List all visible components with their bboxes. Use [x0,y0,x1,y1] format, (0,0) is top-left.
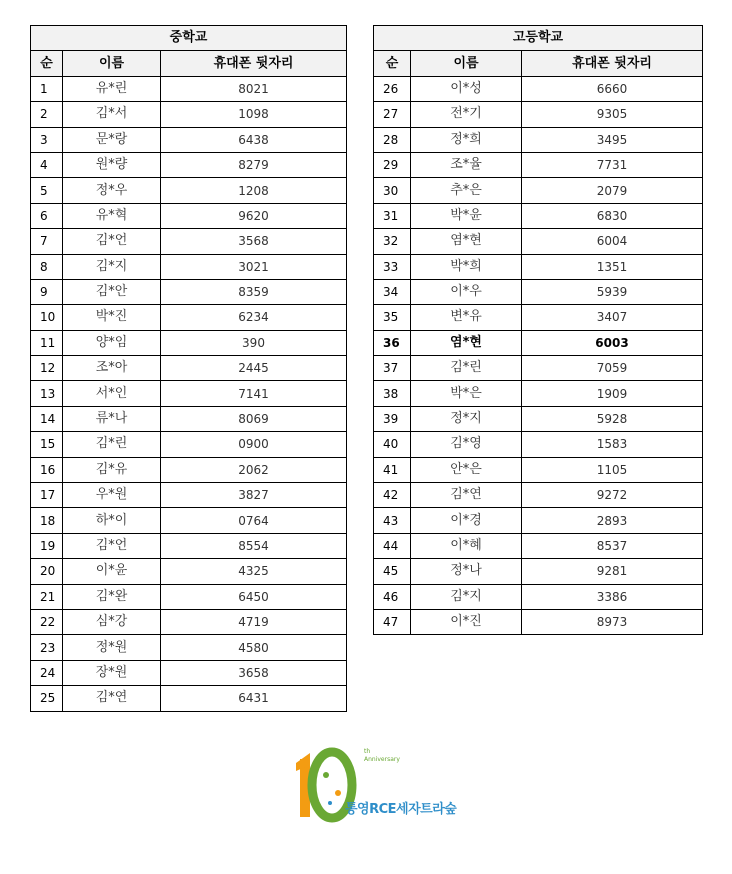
table-row [374,254,703,279]
row-phone: 3658 [161,660,347,685]
row-number: 6 [31,203,63,228]
row-number: 26 [374,76,411,101]
row-number: 36 [374,330,411,355]
table-row [31,483,347,508]
table-row [374,127,703,152]
row-name: 김*지 [411,584,522,609]
row-number: 2 [31,102,63,127]
high-school-title: 고등학교 [374,26,703,51]
table-row [31,635,347,660]
row-name: 김*완 [63,584,161,609]
table-row [31,152,347,177]
row-number: 33 [374,254,411,279]
row-number: 25 [31,686,63,711]
row-number: 22 [31,609,63,634]
column-header-no: 순 [374,51,411,76]
middle-school-title: 중학교 [31,26,347,51]
row-number: 9 [31,279,63,304]
table-row [31,508,347,533]
row-name: 양*임 [63,330,161,355]
table-row [374,178,703,203]
row-name: 하*이 [63,508,161,533]
row-number: 13 [31,381,63,406]
row-phone: 6234 [161,305,347,330]
row-name: 조*아 [63,356,161,381]
table-row [374,432,703,457]
row-name: 염*현 [411,229,522,254]
row-name: 김*언 [63,229,161,254]
row-number: 30 [374,178,411,203]
row-number: 35 [374,305,411,330]
table-row [31,533,347,558]
table-row [374,381,703,406]
row-number: 5 [31,178,63,203]
logo-tagline: Anniversary [364,756,400,763]
row-name: 김*서 [63,102,161,127]
logo-org-name: 통영RCE세자트라숲 [345,802,457,817]
table-row [374,559,703,584]
table-row [31,305,347,330]
table-row [31,178,347,203]
column-header-name: 이름 [411,51,522,76]
row-phone: 3021 [161,254,347,279]
row-phone: 9620 [161,203,347,228]
row-phone: 6431 [161,686,347,711]
row-name: 정*나 [411,559,522,584]
row-phone: 3568 [161,229,347,254]
row-number: 24 [31,660,63,685]
row-phone: 3386 [522,584,703,609]
row-phone: 9272 [522,483,703,508]
row-phone: 2893 [522,508,703,533]
row-number: 3 [31,127,63,152]
row-phone: 1351 [522,254,703,279]
row-name: 이*성 [411,76,522,101]
table-row [374,508,703,533]
row-name: 김*연 [63,686,161,711]
table-row [31,330,347,355]
row-phone: 5939 [522,279,703,304]
column-header-name: 이름 [63,51,161,76]
row-name: 유*혁 [63,203,161,228]
row-phone: 8537 [522,533,703,558]
row-name: 박*진 [63,305,161,330]
row-phone: 6004 [522,229,703,254]
row-name: 이*우 [411,279,522,304]
row-name: 김*영 [411,432,522,457]
row-number: 11 [31,330,63,355]
row-number: 23 [31,635,63,660]
row-number: 18 [31,508,63,533]
table-row [31,102,347,127]
middle-school-table [30,25,347,712]
row-name: 김*린 [411,356,522,381]
row-phone: 0900 [161,432,347,457]
row-number: 39 [374,406,411,431]
row-phone: 1098 [161,102,347,127]
row-phone: 8359 [161,279,347,304]
row-number: 17 [31,483,63,508]
row-name: 염*현 [411,330,522,355]
table-row [374,483,703,508]
row-phone: 4719 [161,609,347,634]
column-header-no: 순 [31,51,63,76]
row-name: 변*유 [411,305,522,330]
row-phone: 0764 [161,508,347,533]
table-row [31,254,347,279]
row-name: 우*원 [63,483,161,508]
row-phone: 9281 [522,559,703,584]
row-name: 장*원 [63,660,161,685]
row-name: 정*희 [411,127,522,152]
row-name: 안*은 [411,457,522,482]
table-row [374,406,703,431]
row-number: 27 [374,102,411,127]
row-phone: 9305 [522,102,703,127]
row-phone: 1909 [522,381,703,406]
table-row [374,356,703,381]
high-school-rows [374,76,703,635]
table-row [374,279,703,304]
row-number: 46 [374,584,411,609]
row-name: 이*윤 [63,559,161,584]
row-name: 김*지 [63,254,161,279]
row-phone: 8554 [161,533,347,558]
row-phone: 4325 [161,559,347,584]
table-row [31,584,347,609]
row-phone: 6450 [161,584,347,609]
row-phone: 6438 [161,127,347,152]
row-phone: 6830 [522,203,703,228]
row-phone: 8973 [522,609,703,634]
row-phone: 3407 [522,305,703,330]
row-number: 31 [374,203,411,228]
table-row [31,127,347,152]
row-name: 전*기 [411,102,522,127]
row-phone: 2445 [161,356,347,381]
table-row [31,203,347,228]
row-number: 7 [31,229,63,254]
row-number: 43 [374,508,411,533]
row-number: 47 [374,609,411,634]
row-number: 1 [31,76,63,101]
row-number: 10 [31,305,63,330]
table-row [31,229,347,254]
table-row [31,356,347,381]
row-name: 정*원 [63,635,161,660]
row-name: 김*린 [63,432,161,457]
row-phone: 8279 [161,152,347,177]
row-number: 42 [374,483,411,508]
row-number: 37 [374,356,411,381]
table-row [31,660,347,685]
table-row [374,305,703,330]
row-number: 19 [31,533,63,558]
row-name: 김*안 [63,279,161,304]
table-row [374,229,703,254]
row-name: 이*진 [411,609,522,634]
table-row [374,102,703,127]
table-row [31,559,347,584]
row-name: 박*희 [411,254,522,279]
row-phone: 7141 [161,381,347,406]
row-number: 4 [31,152,63,177]
table-row [374,152,703,177]
table-row [374,76,703,101]
row-number: 20 [31,559,63,584]
row-number: 34 [374,279,411,304]
row-name: 이*혜 [411,533,522,558]
table-row [31,686,347,711]
table-row [31,381,347,406]
table-row [31,406,347,431]
row-phone: 3827 [161,483,347,508]
row-number: 12 [31,356,63,381]
row-number: 8 [31,254,63,279]
table-row [31,279,347,304]
row-phone: 8069 [161,406,347,431]
row-name: 정*우 [63,178,161,203]
row-phone: 3495 [522,127,703,152]
row-phone: 1105 [522,457,703,482]
column-header-phone: 휴대폰 뒷자리 [522,51,703,76]
row-phone: 6003 [522,330,703,355]
row-number: 21 [31,584,63,609]
row-phone: 7059 [522,356,703,381]
row-name: 유*린 [63,76,161,101]
row-name: 류*나 [63,406,161,431]
row-name: 서*인 [63,381,161,406]
table-row [374,609,703,634]
row-phone: 8021 [161,76,347,101]
row-phone: 390 [161,330,347,355]
logo-superscript: th [364,748,371,755]
middle-school-rows [31,76,347,711]
row-number: 32 [374,229,411,254]
row-name: 김*유 [63,457,161,482]
row-name: 이*경 [411,508,522,533]
row-phone: 2079 [522,178,703,203]
row-number: 41 [374,457,411,482]
row-number: 38 [374,381,411,406]
row-name: 조*율 [411,152,522,177]
table-row [374,584,703,609]
column-header-phone: 휴대폰 뒷자리 [161,51,347,76]
row-name: 김*연 [411,483,522,508]
row-name: 추*은 [411,178,522,203]
row-phone: 5928 [522,406,703,431]
row-phone: 7731 [522,152,703,177]
row-name: 심*강 [63,609,161,634]
row-name: 원*량 [63,152,161,177]
table-row [31,609,347,634]
high-school-table [373,25,703,635]
table-row [31,432,347,457]
row-name: 박*은 [411,381,522,406]
table-row [374,203,703,228]
row-number: 45 [374,559,411,584]
row-phone: 2062 [161,457,347,482]
row-number: 40 [374,432,411,457]
row-phone: 4580 [161,635,347,660]
row-name: 김*언 [63,533,161,558]
row-phone: 6660 [522,76,703,101]
row-number: 16 [31,457,63,482]
row-number: 14 [31,406,63,431]
row-number: 15 [31,432,63,457]
table-row [31,76,347,101]
row-name: 정*지 [411,406,522,431]
table-row [374,330,703,355]
row-name: 박*윤 [411,203,522,228]
row-phone: 1208 [161,178,347,203]
row-name: 문*랑 [63,127,161,152]
table-row [374,457,703,482]
table-row [374,533,703,558]
row-number: 28 [374,127,411,152]
table-row [31,457,347,482]
row-number: 44 [374,533,411,558]
row-phone: 1583 [522,432,703,457]
row-number: 29 [374,152,411,177]
